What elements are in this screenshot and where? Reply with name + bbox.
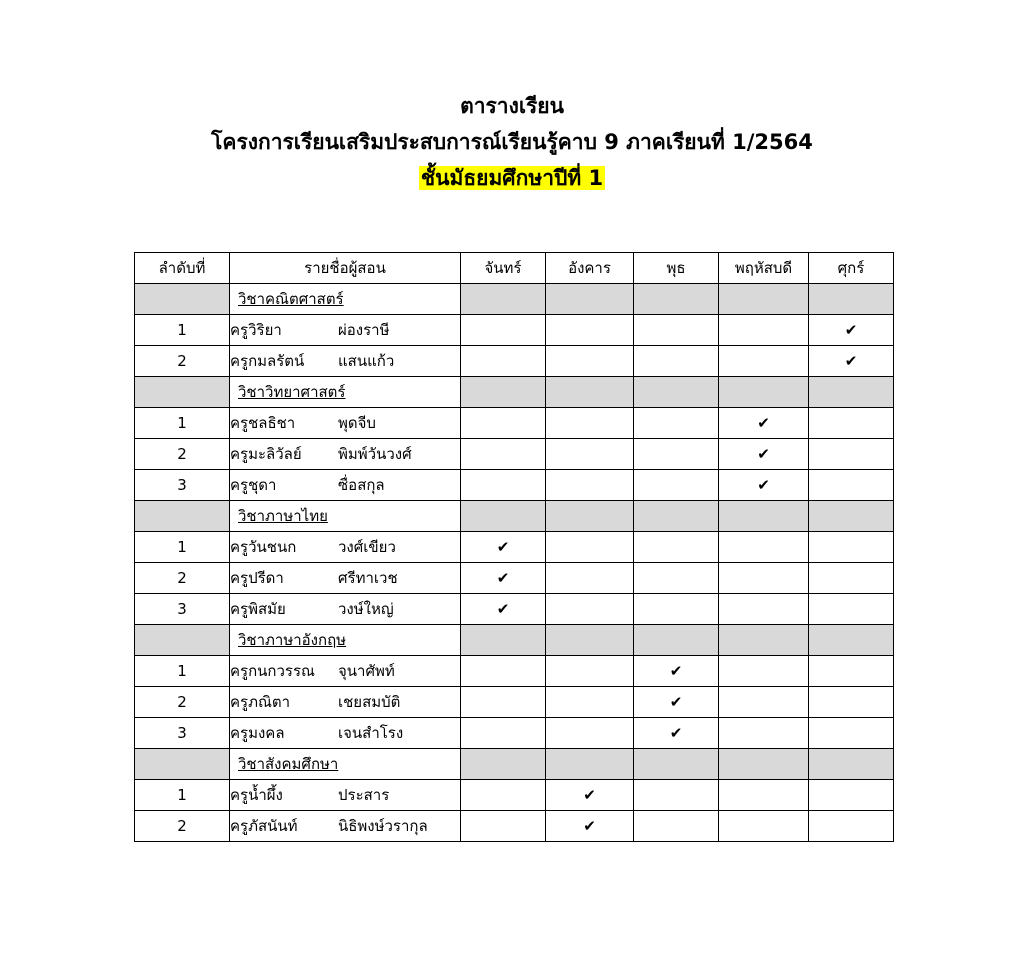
teacher-last-name: จุนาศัพท์: [338, 662, 395, 680]
row-number: 2: [135, 346, 230, 377]
day-cell-tuesday: [546, 532, 634, 563]
column-header-monday: จันทร์: [461, 253, 546, 284]
table-row: [135, 315, 894, 346]
day-cell-wednesday: [634, 749, 719, 780]
teacher-first-name: ครูพิสมัย: [230, 600, 286, 618]
day-cell-thursday: [719, 811, 809, 842]
day-cell-wednesday: [634, 408, 719, 439]
row-number: 2: [135, 563, 230, 594]
day-cell-thursday: [719, 501, 809, 532]
subject-name: วิชาคณิตศาสตร์: [230, 284, 461, 315]
day-cell-friday: [809, 439, 894, 470]
teacher-name: [230, 346, 461, 377]
subject-number-cell: [135, 625, 230, 656]
day-cell-monday: [461, 687, 546, 718]
teacher-first-name: ครูมะลิวัลย์: [230, 445, 302, 463]
day-cell-friday: [809, 811, 894, 842]
day-cell-wednesday: [634, 687, 719, 718]
teacher-name: [230, 687, 461, 718]
row-number: 3: [135, 470, 230, 501]
teacher-last-name: วงษ์ใหญ่: [338, 600, 394, 618]
day-cell-wednesday: [634, 284, 719, 315]
day-cell-thursday: [719, 749, 809, 780]
day-cell-wednesday: [634, 594, 719, 625]
teacher-name: [230, 780, 461, 811]
table-row: [135, 656, 894, 687]
teacher-first-name: ครูกนกวรรณ: [230, 662, 315, 680]
day-cell-friday: [809, 718, 894, 749]
teacher-last-name: พุดจีบ: [338, 414, 376, 432]
day-cell-tuesday: [546, 408, 634, 439]
day-cell-tuesday: [546, 687, 634, 718]
day-cell-friday: [809, 408, 894, 439]
day-cell-tuesday: [546, 625, 634, 656]
day-cell-tuesday: [546, 811, 634, 842]
day-cell-monday: [461, 439, 546, 470]
day-cell-thursday: [719, 408, 809, 439]
check-mark-icon: ✔: [496, 569, 510, 587]
table-row: [135, 408, 894, 439]
subject-number-cell: [135, 749, 230, 780]
day-cell-thursday: [719, 625, 809, 656]
table-row: [135, 346, 894, 377]
column-header-teacher: รายชื่อผู้สอน: [230, 253, 461, 284]
day-cell-thursday: [719, 718, 809, 749]
column-header-friday: ศุกร์: [809, 253, 894, 284]
day-cell-monday: [461, 656, 546, 687]
row-number: 1: [135, 780, 230, 811]
check-mark-icon: ✔: [844, 352, 858, 370]
day-cell-friday: [809, 749, 894, 780]
subject-row: [135, 284, 894, 315]
subject-name: วิชาภาษาไทย: [230, 501, 461, 532]
check-mark-icon: ✔: [757, 445, 770, 463]
check-mark-icon: ✔: [757, 476, 770, 494]
table-row: [135, 811, 894, 842]
check-mark-icon: ✔: [669, 693, 683, 711]
day-cell-wednesday: [634, 656, 719, 687]
teacher-name: [230, 563, 461, 594]
day-cell-monday: [461, 315, 546, 346]
day-cell-thursday: [719, 284, 809, 315]
day-cell-monday: [461, 563, 546, 594]
day-cell-tuesday: [546, 563, 634, 594]
day-cell-thursday: [719, 377, 809, 408]
teacher-last-name: ศรีทาเวช: [338, 569, 398, 587]
teacher-last-name: ประสาร: [338, 786, 390, 804]
day-cell-thursday: [719, 532, 809, 563]
day-cell-tuesday: [546, 718, 634, 749]
row-number: 2: [135, 687, 230, 718]
day-cell-monday: [461, 532, 546, 563]
teacher-name: [230, 718, 461, 749]
day-cell-thursday: [719, 780, 809, 811]
table-row: [135, 594, 894, 625]
day-cell-tuesday: [546, 749, 634, 780]
teacher-first-name: ครูกมลรัตน์: [230, 352, 305, 370]
day-cell-monday: [461, 780, 546, 811]
day-cell-monday: [461, 284, 546, 315]
day-cell-wednesday: [634, 718, 719, 749]
page-subtitle: โครงการเรียนเสริมประสบการณ์เรียนรู้คาบ 9 ภาคเรียนที่ 1/2564: [211, 130, 813, 154]
header-row: [135, 253, 894, 284]
teacher-first-name: ครูน้ำผึ้ง: [230, 786, 283, 804]
day-cell-wednesday: [634, 563, 719, 594]
day-cell-friday: [809, 780, 894, 811]
subject-name: วิชาสังคมศึกษา: [230, 749, 461, 780]
day-cell-thursday: [719, 470, 809, 501]
teacher-name: [230, 656, 461, 687]
day-cell-monday: [461, 749, 546, 780]
teacher-name: [230, 811, 461, 842]
subject-number-cell: [135, 284, 230, 315]
day-cell-friday: [809, 470, 894, 501]
day-cell-wednesday: [634, 377, 719, 408]
day-cell-friday: [809, 346, 894, 377]
schedule-body: [135, 284, 894, 842]
row-number: 3: [135, 718, 230, 749]
day-cell-tuesday: [546, 780, 634, 811]
day-cell-tuesday: [546, 439, 634, 470]
day-cell-wednesday: [634, 439, 719, 470]
day-cell-tuesday: [546, 594, 634, 625]
subject-name: วิชาภาษาอังกฤษ: [230, 625, 461, 656]
page-title: ตารางเรียน: [460, 94, 564, 118]
day-cell-thursday: [719, 315, 809, 346]
schedule-table: [134, 252, 894, 842]
day-cell-thursday: [719, 346, 809, 377]
table-row: [135, 532, 894, 563]
day-cell-friday: [809, 656, 894, 687]
table-row: [135, 439, 894, 470]
table-row: [135, 687, 894, 718]
teacher-first-name: ครูชุดา: [230, 476, 277, 494]
table-row: [135, 563, 894, 594]
document-header: [0, 88, 1024, 196]
day-cell-tuesday: [546, 346, 634, 377]
day-cell-wednesday: [634, 501, 719, 532]
check-mark-icon: ✔: [583, 786, 596, 804]
day-cell-monday: [461, 470, 546, 501]
check-mark-icon: ✔: [496, 538, 510, 556]
row-number: 1: [135, 656, 230, 687]
table-row: [135, 718, 894, 749]
day-cell-friday: [809, 687, 894, 718]
row-number: 2: [135, 439, 230, 470]
day-cell-wednesday: [634, 470, 719, 501]
column-header-wednesday: พุธ: [634, 253, 719, 284]
table-row: [135, 780, 894, 811]
teacher-name: [230, 315, 461, 346]
day-cell-thursday: [719, 563, 809, 594]
grade-label: ชั้นมัธยมศึกษาปีที่ 1: [420, 166, 604, 190]
row-number: 3: [135, 594, 230, 625]
day-cell-wednesday: [634, 532, 719, 563]
column-header-tuesday: อังคาร: [546, 253, 634, 284]
check-mark-icon: ✔: [669, 662, 683, 680]
day-cell-tuesday: [546, 377, 634, 408]
check-mark-icon: ✔: [844, 321, 858, 339]
row-number: 1: [135, 315, 230, 346]
teacher-name: [230, 408, 461, 439]
day-cell-friday: [809, 377, 894, 408]
check-mark-icon: ✔: [583, 817, 596, 835]
teacher-first-name: ครูวันชนก: [230, 538, 297, 556]
teacher-last-name: นิธิพงษ์วรากุล: [338, 817, 428, 835]
subject-row: [135, 749, 894, 780]
subject-name: วิชาวิทยาศาสตร์: [230, 377, 461, 408]
day-cell-tuesday: [546, 284, 634, 315]
day-cell-thursday: [719, 439, 809, 470]
day-cell-friday: [809, 501, 894, 532]
day-cell-thursday: [719, 656, 809, 687]
day-cell-wednesday: [634, 811, 719, 842]
column-header-thursday: พฤหัสบดี: [719, 253, 809, 284]
day-cell-monday: [461, 501, 546, 532]
row-number: 1: [135, 532, 230, 563]
table-row: [135, 470, 894, 501]
day-cell-friday: [809, 563, 894, 594]
teacher-last-name: แสนแก้ว: [338, 352, 395, 370]
day-cell-friday: [809, 625, 894, 656]
teacher-name: [230, 470, 461, 501]
day-cell-friday: [809, 594, 894, 625]
day-cell-monday: [461, 811, 546, 842]
teacher-last-name: ซื่อสกุล: [338, 476, 385, 494]
teacher-last-name: ผ่องราษี: [338, 321, 390, 339]
day-cell-monday: [461, 408, 546, 439]
subject-row: [135, 377, 894, 408]
day-cell-tuesday: [546, 315, 634, 346]
day-cell-friday: [809, 284, 894, 315]
teacher-first-name: ครูภณิตา: [230, 693, 291, 711]
day-cell-tuesday: [546, 501, 634, 532]
subject-row: [135, 501, 894, 532]
teacher-first-name: ครูปรีดา: [230, 569, 284, 587]
teacher-last-name: วงศ์เขียว: [338, 538, 396, 556]
row-number: 1: [135, 408, 230, 439]
day-cell-thursday: [719, 594, 809, 625]
teacher-first-name: ครูมงคล: [230, 724, 285, 742]
check-mark-icon: ✔: [669, 724, 683, 742]
day-cell-monday: [461, 377, 546, 408]
teacher-first-name: ครูภัสนันท์: [230, 817, 298, 835]
day-cell-friday: [809, 532, 894, 563]
teacher-last-name: พิมพ์วันวงศ์: [338, 445, 412, 463]
day-cell-thursday: [719, 687, 809, 718]
day-cell-wednesday: [634, 346, 719, 377]
teacher-first-name: ครูชลธิชา: [230, 414, 296, 432]
day-cell-wednesday: [634, 315, 719, 346]
day-cell-friday: [809, 315, 894, 346]
day-cell-wednesday: [634, 625, 719, 656]
subject-number-cell: [135, 377, 230, 408]
teacher-name: [230, 594, 461, 625]
teacher-name: [230, 532, 461, 563]
day-cell-tuesday: [546, 470, 634, 501]
day-cell-wednesday: [634, 780, 719, 811]
check-mark-icon: ✔: [496, 600, 510, 618]
teacher-name: [230, 439, 461, 470]
day-cell-tuesday: [546, 656, 634, 687]
check-mark-icon: ✔: [757, 414, 770, 432]
day-cell-monday: [461, 718, 546, 749]
day-cell-monday: [461, 625, 546, 656]
subject-row: [135, 625, 894, 656]
teacher-last-name: เชยสมบัติ: [338, 693, 401, 711]
teacher-first-name: ครูวิริยา: [230, 321, 282, 339]
row-number: 2: [135, 811, 230, 842]
day-cell-monday: [461, 346, 546, 377]
column-header-number: ลำดับที่: [135, 253, 230, 284]
teacher-last-name: เจนสำโรง: [338, 724, 404, 742]
day-cell-monday: [461, 594, 546, 625]
subject-number-cell: [135, 501, 230, 532]
